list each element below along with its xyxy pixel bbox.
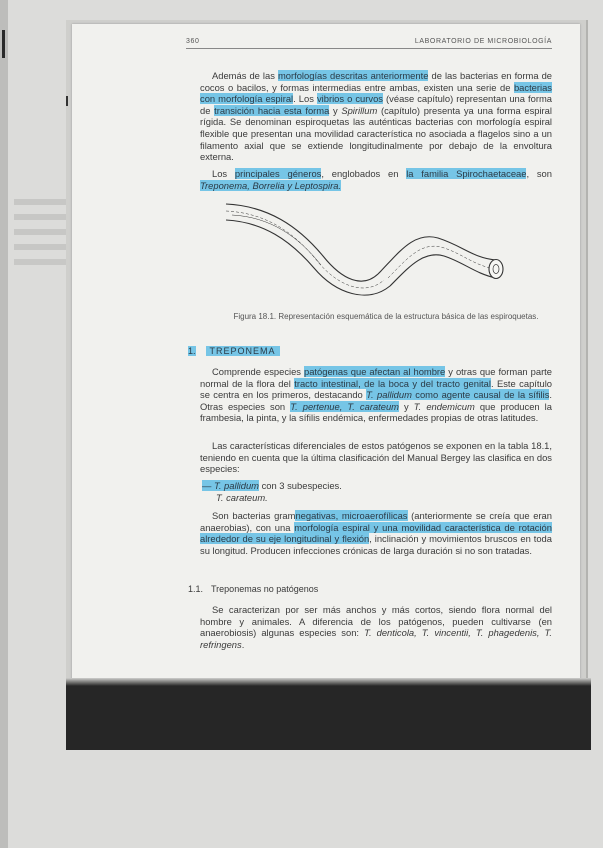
- spirochete-end: [489, 260, 503, 279]
- paragraph-genera: Los principales géneros, englobados en la familia Spirochaetaceae, son Treponema, Borrelia y Leptospira.: [200, 168, 552, 191]
- highlight: patógenas que afectan al hombre: [304, 366, 446, 377]
- scanner-shadow-band: [66, 684, 591, 750]
- highlight: principales géneros: [234, 168, 322, 179]
- section-title: Treponemas no patógenos: [211, 584, 319, 594]
- header-rule: [186, 48, 552, 49]
- species-list: [200, 480, 552, 503]
- section-number: 1.: [188, 346, 196, 356]
- species-item: — T. pallidum con 3 subespecies.: [202, 480, 342, 491]
- highlight: T. pertenue, T. carateum: [290, 400, 399, 412]
- highlight: negativas, microaerofílicas: [295, 510, 408, 521]
- highlight: T. pallidum: [366, 389, 412, 401]
- paragraph-characteristics: Son bacterias gramnegativas, microaerofílicas (anteriormente se creía que eran anaerobias), con una morfología espiral y una movilidad característica de rotación alrededor de su eje longitudinal y flexión, inclinación y movimientos bruscos en toda su longitud. Producen infecciones crónicas de larga duración si no son tratadas.: [200, 510, 552, 556]
- highlight: transición hacia esta forma: [214, 104, 330, 116]
- bleed-through-marks: [14, 190, 74, 300]
- running-title: LABORATORIO DE MICROBIOLOGÍA: [414, 38, 552, 45]
- section-title: TREPONEMA: [206, 346, 280, 356]
- binding-mark: [2, 30, 5, 58]
- highlight: la familia Spirochaetaceae: [406, 168, 527, 179]
- page-edge-tick: [66, 96, 68, 106]
- species-item: T. carateum.: [216, 491, 268, 503]
- binding-edge: [0, 0, 8, 848]
- highlight: — T. pallidum: [202, 480, 259, 491]
- highlight: morfología espiral y una movilidad característica de rotación alrededor de su eje longitudinal y flexión: [200, 521, 552, 545]
- highlight: bacterias con morfología espiral: [200, 81, 552, 105]
- highlight: morfologías descritas anteriormente: [277, 70, 429, 81]
- highlight: Treponema, Borrelia y Leptospira.: [200, 179, 342, 191]
- section-number: 1.1.: [188, 584, 204, 594]
- paragraph-classification: Las características diferenciales de estos patógenos se exponen en la tabla 18.1, teniendo en cuenta que la última clasificación del Manual Bergey las clasifica en dos especies:: [200, 440, 552, 475]
- section-heading-non-pathogenic: [188, 584, 548, 594]
- paragraph-non-pathogenic: Se caracterizan por ser más anchos y más cortos, siendo flora normal del hombre y animales. A diferencia de los patógenos, pueden cultivarse (en anaerobiosis) algunas especies son: T. denticola, T. vincentii, T. phagedenis, T. refringens.: [200, 604, 552, 650]
- spirochete-body: [226, 204, 496, 295]
- highlight: como agente causal de la sífilis: [411, 389, 550, 401]
- page-number: 360: [186, 38, 200, 45]
- paragraph-spiral-morphology: Además de las morfologías descritas anteriormente de las bacterias en forma de cocos o bacilos, y formas intermedias entre ambas, existen una serie de bacterias con morfología espiral. Los vibrios o curvos (véase capítulo) representan una forma de transición hacia esta forma y Spirillum (capítulo) presenta ya una forma espiral rígida. Se denominan espiroquetas las auténticas bacterias con morfología espiral flexible que presentan una movilidad característica no asociada a flagelos sino a un filamento axial que se extiende longitudinalmente por debajo de la envoltura externa.: [200, 70, 553, 163]
- section-heading-treponema: [188, 346, 548, 356]
- highlight: vibrios o curvos: [316, 93, 383, 105]
- spirochete-figure: [218, 196, 518, 308]
- paragraph-treponema-species: Comprende especies patógenas que afectan al hombre y otras que forman parte normal de la flora del tracto intestinal, de la boca y del tracto genital. Este capítulo se centra en los primeros, destacando T. pallidum como agente causal de la sífilis. Otras especies son T. pertenue, T. carateum y T. endemicum que producen la frambesia, la pinta, y la sífilis endémica, enfermedades propias de otras latitudes.: [200, 366, 553, 424]
- highlight: tracto intestinal, de la boca y del tracto genital: [294, 377, 491, 389]
- figure-caption: Figura 18.1. Representación esquemática de la estructura básica de las espiroquetas.: [233, 312, 539, 321]
